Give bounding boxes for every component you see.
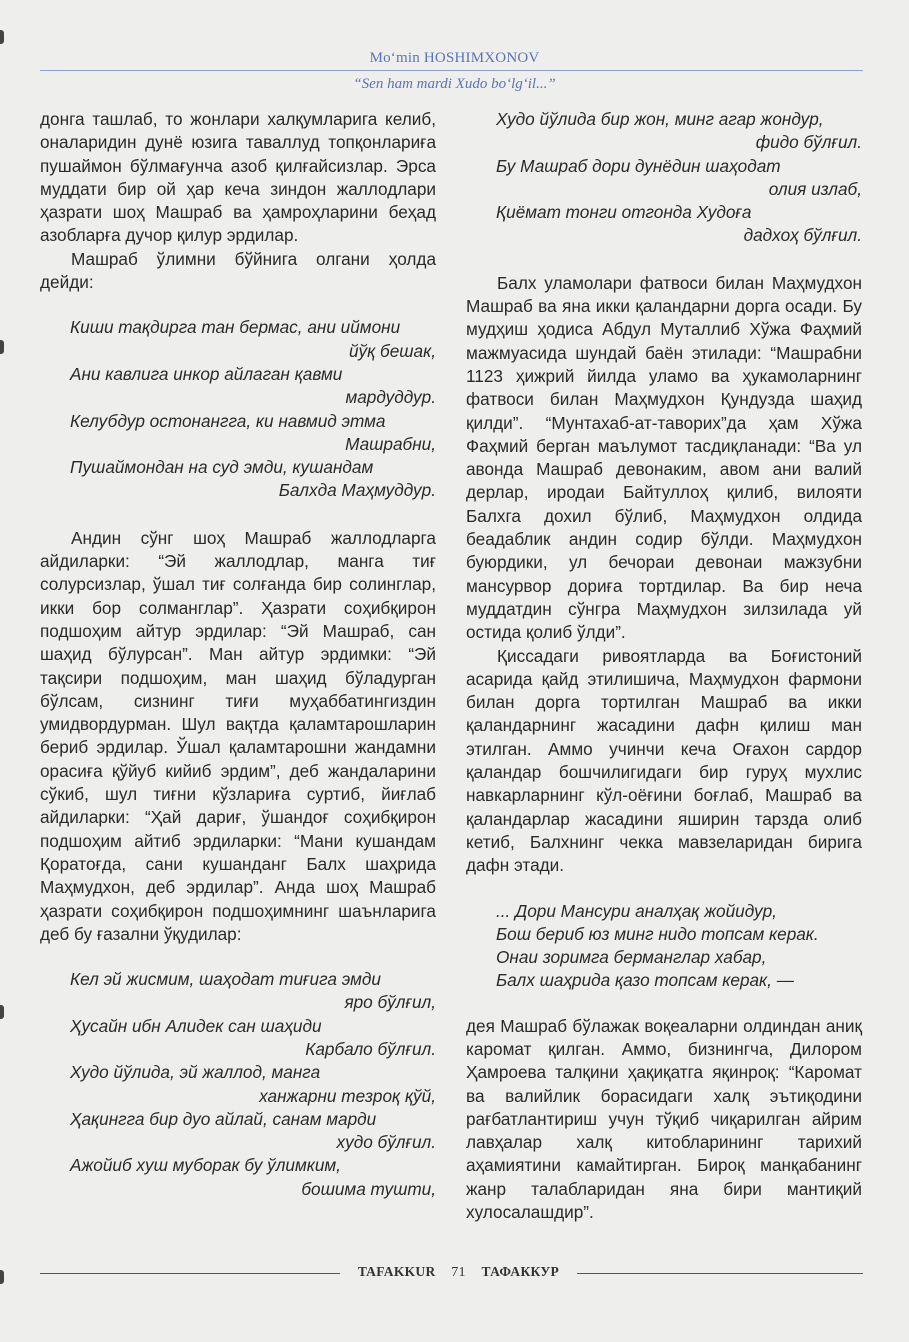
verse-line: Худо йўлида бир жон, минг агар жондур, [496,109,824,129]
verse-line: Машрабни, [345,433,436,454]
verse-line: Бу Машраб дори дунёдин шаҳодат [496,155,781,176]
footer-rule [577,1273,863,1274]
verse-line: Ҳақингга бир дуо айлай, санам марди [70,1108,377,1129]
verse-line: Пушаймондан на суд эмди, кушандам [70,457,374,478]
verse-line: худо бўлғил. [336,1132,436,1153]
verse-line: Балх шаҳрида қазо топсам керак, — [496,970,794,991]
verse-line: йўқ бешак, [349,340,436,361]
verse-block [466,900,862,993]
verse-line: бошима тушти, [301,1178,436,1199]
verse-line: Онаи зоримга берманглар хабар, [496,947,767,968]
paragraph: Андин сўнг шоҳ Машраб жаллодларга айдиларки: “Эй жаллодлар, манга тиғ солурсизлар, ўшал тиғ солғанда бир солинглар, икки бор солманглар”. Ҳазрати соҳибқирон подшоҳим айтур эрдилар: “Эй Машраб, сан шаҳид бўлурсан”. Ман айтур эрдимки: “Эй тақсири подшоҳим, ман шаҳид бўладурган бўлсам, сизнинг тиғи муҳаббатингиздин умидвордурман. Шул вақтда қаламтарошларин бериб эрдилар. Ўшал қаламтарошни жандамни орасиға қўйуб кийиб эрдим”, деб жандаларини сўкиб, шул тиғни кўзлариға суртиб, йиғлаб айдиларки: “Ҳай дариғ, ўшандоғ соҳибқирон подшоҳим айтиб эрдиларки: “Мани кушандам Қоратоғда, сани кушанданг Балх шаҳрида Маҳмудхон, деб эрдилар”. Анда шоҳ Машраб ҳазрати соҳибқирон подшоҳимнинг шаънларига деб бу ғазални ўқудилар: [40,527,436,944]
verse-line: фидо бўлғил. [755,132,862,153]
punch-hole [0,1005,4,1019]
verse-line: Карбало бўлғил. [305,1038,436,1059]
verse-block [40,968,436,1201]
page-number: 71 [451,1265,466,1280]
punch-hole [0,1270,4,1284]
header-subtitle: “Sen ham mardi Xudo bo‘lg‘il...” [353,76,556,92]
verse-line: Келубдур остонангга, ки навмид этма [70,410,386,431]
paragraph: Қиссадаги ривоятларда ва Боғистоний асарида қайд этилишича, Маҳмудхон фармони билан дорга тортилган Машраб ва икки қаландарнинг жасадини дафн қилиш ман этилган. Аммо учинчи кеча Оғахон сардор қаландар бошчилигидаги бир гуруҳ мухлис навкарларнинг кўл-оёғини боғлаб, Машраб ва қаландарлар жасадини яширин тарзда олиб кетиб, Балхнинг чекка мавзеларидан бирига дафн этади. [466,645,862,876]
footer-journal-latin: TAFAKKUR [357,1264,436,1279]
paragraph: Машраб ўлимни бўйнига олгани ҳолда дейди: [40,248,436,293]
verse-line: Киши тақдирга тан бермас, ани иймони [70,317,401,338]
verse-line: ... Дори Мансури аналҳақ жойидур, [496,900,777,921]
footer [340,1264,577,1281]
footer-journal-cyrillic: ТАФАККУР [481,1264,560,1279]
verse-line: Ажойиб хуш муборак бу ўлимким, [70,1155,341,1176]
verse-block [40,316,436,502]
header-rule [40,70,863,71]
verse-line: дадхоҳ бўлғил. [743,225,862,246]
header-author: Mo‘min HOSHIMXONOV [369,50,540,66]
paragraph: донга ташлаб, то жонлари халқумларига келиб, оналаридин дунё юзига таваллуд топқонлариға пушаймон бўлмағунча азоб қилғайсизлар. Эрса муддати бир ой ҳар кеча зиндон жаллодлари ҳазрати шоҳ Машраб ва ҳамроҳларини беҳад азобларға дучор қилур эрдилар. [40,109,436,246]
verse-line: олия излаб, [768,178,862,199]
verse-line: Ҳусайн ибн Алидек сан шаҳиди [70,1015,322,1036]
punch-hole [0,30,4,44]
verse-line: Ани кавлига инкор айлаган қавми [70,363,343,384]
verse-line: Қиёмат тонги отгонда Худоға [496,202,752,223]
verse-line: яро бўлғил, [344,992,436,1013]
punch-hole [0,340,4,354]
paragraph: Балх уламолари фатвоси билан Маҳмудхон Машраб ва яна икки қаландарни дорга осади. Бу мудҳиш ҳодиса Абдул Муталлиб Хўжа Фаҳмий мажмуасида шундай баён этилади: “Машрабни 1123 ҳижрий йилда уламо ва ҳукамоларнинг фатвоси билан Маҳмудхон Қундузда шаҳид қилди”. “Мунтахаб-ат-таворих”да ҳам Хўжа Фаҳмий берган маълумот тасдиқланади: “Ва ул авонда Машраб девонаким, авом ани валий дерлар, иродаи Байтуллоҳ қилиб, вилояти Балхга дохил бўлиб, Маҳмудхон олдида беадаблик андин содир бўлди. Маҳмудхон буюрдики, ул бечораи девонаи мажзубни мансурвор дориға тортдилар. Ва бир неча муддатдин сўнгра Маҳмудхон зилзилада уй остида қолиб ўлди”. [466,272,862,643]
verse-line: Бош бериб юз минг нидо топсам керак. [496,923,819,944]
right-column [466,108,862,1224]
verse-line: Кел эй жисмим, шаҳодат тиғига эмди [70,969,381,990]
verse-line: Худо йўлида, эй жаллод, манга [70,1062,321,1083]
verse-line: ханжарни тезроқ қўй, [259,1085,436,1106]
footer-rule [40,1273,340,1274]
verse-line: мардуддур. [345,387,436,408]
paragraph: дея Машраб бўлажак воқеаларни олдиндан аниқ каромат қилган. Аммо, бизнингча, Дилором Ҳамроева талқини ҳақиқатга яқинроқ: “Каромат ва валийлик борасидаги халқ эътиқодини рағбатлантириш учун тўқиб чиқарилган айрим лавҳалар халқ китобларининг тарихий аҳамиятини камайтирган. Бироқ манқабанинг жанр талабларидан яна бири мантиқий хулосалашдир”. [466,1015,862,1223]
verse-block [466,108,862,248]
verse-line: Балхда Маҳмуддур. [278,480,436,501]
left-column [40,108,436,1201]
